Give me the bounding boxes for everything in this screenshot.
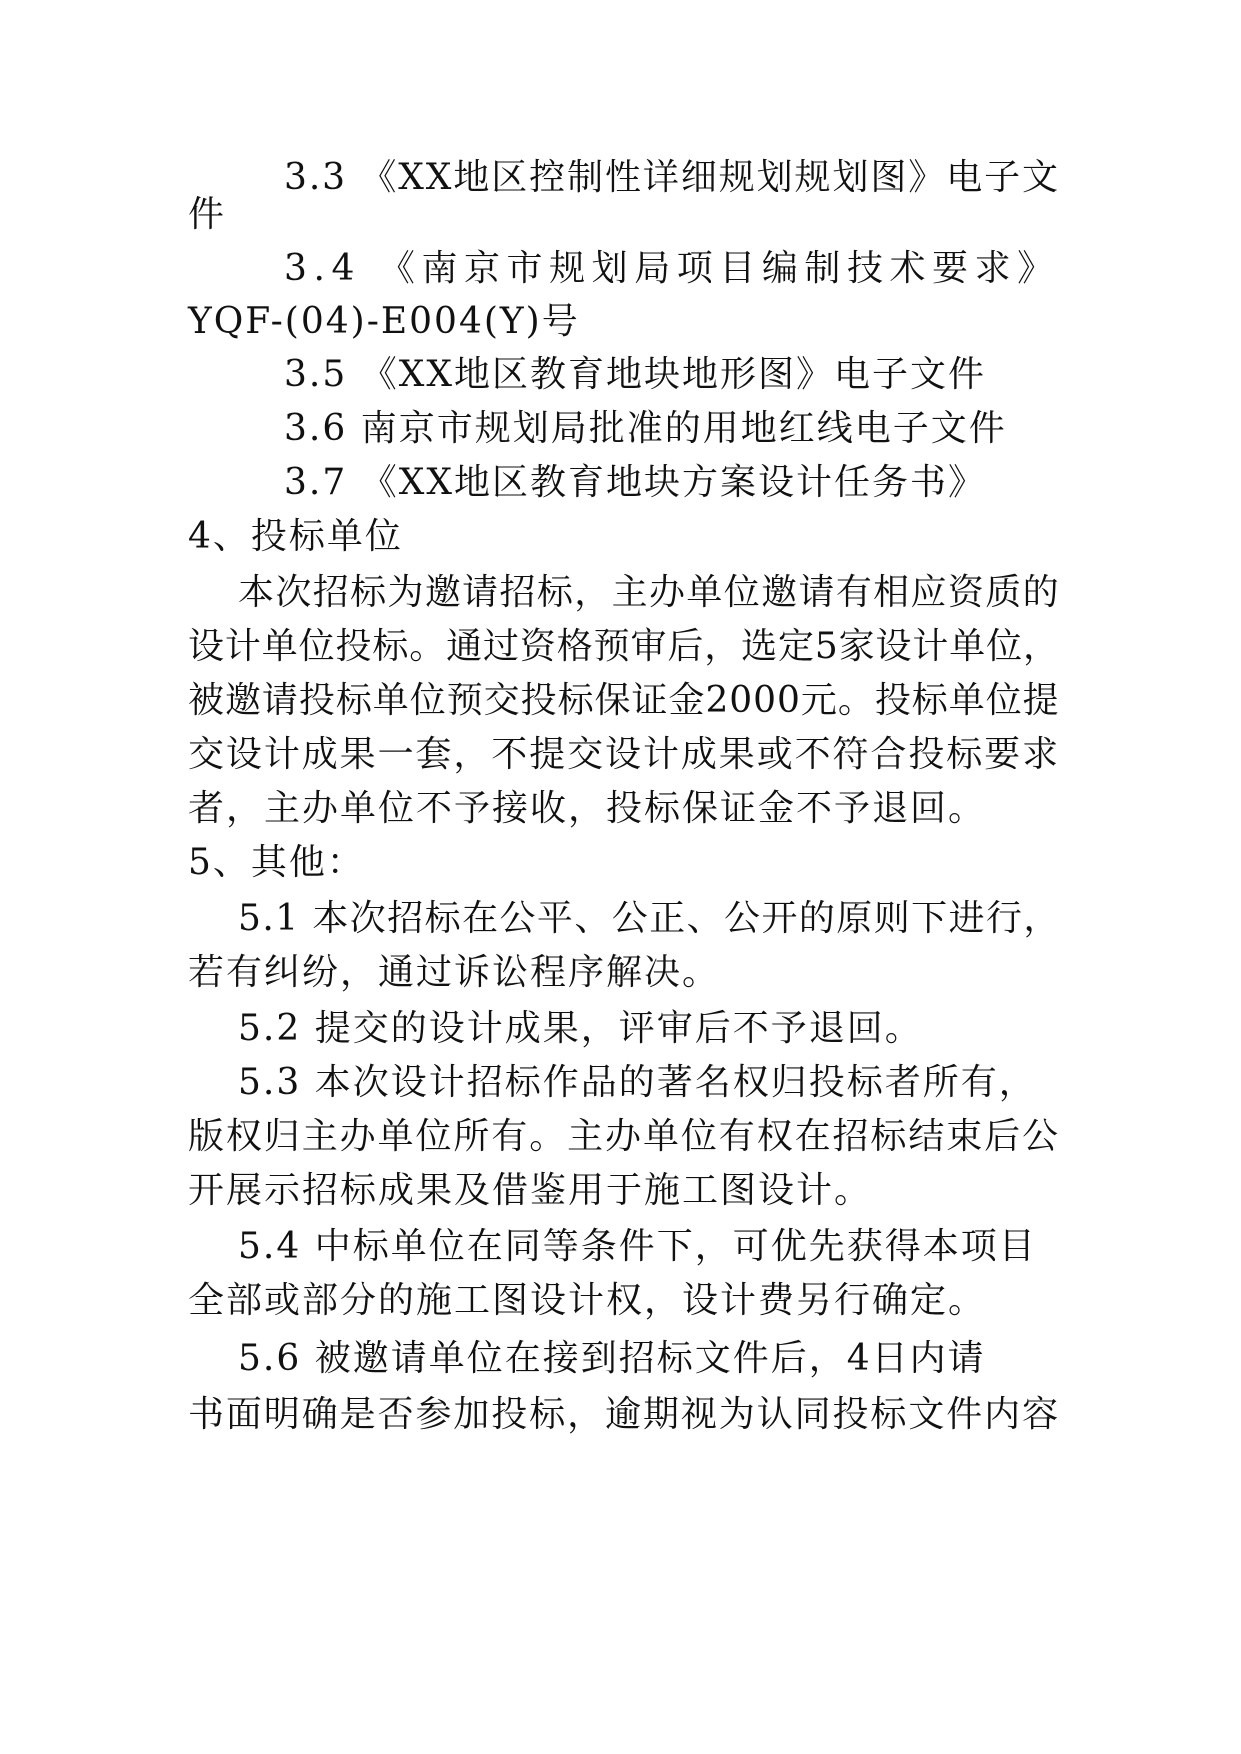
section-4-paragraph-line-3: 被邀请投标单位预交投标保证金2000元。投标单位提 bbox=[188, 680, 1060, 721]
section-4-paragraph-line-2: 设计单位投标。通过资格预审后，选定5家设计单位， bbox=[188, 626, 1060, 667]
section-4-paragraph-line-4: 交设计成果一套，不提交设计成果或不符合投标要求 bbox=[188, 734, 1061, 775]
item-5-1-line-1: 5.1 本次招标在公平、公正、公开的原则下进行， bbox=[238, 898, 1061, 939]
item-5-3-line-2: 版权归主办单位所有。主办单位有权在招标结束后公 bbox=[188, 1116, 1061, 1157]
item-3-3-line-2: 件 bbox=[188, 194, 227, 235]
item-5-4-line-2: 全部或部分的施工图设计权，设计费另行确定。 bbox=[188, 1280, 987, 1321]
item-5-3-line-1: 5.3 本次设计招标作品的著名权归投标者所有， bbox=[238, 1062, 1037, 1103]
item-3-3-line-1: 3.3 《XX地区控制性详细规划规划图》电子文 bbox=[284, 157, 1060, 198]
item-3-4-line-2: YQF-(04)-E004(Y)号 bbox=[188, 301, 580, 342]
section-4-heading: 4、投标单位 bbox=[188, 516, 403, 557]
item-5-3-line-3: 开展示招标成果及借鉴用于施工图设计。 bbox=[188, 1170, 873, 1211]
item-5-1-line-2: 若有纠纷，通过诉讼程序解决。 bbox=[188, 952, 721, 993]
section-4-paragraph-line-5: 者，主办单位不予接收，投标保证金不予退回。 bbox=[188, 788, 987, 829]
item-5-2: 5.2 提交的设计成果，评审后不予退回。 bbox=[238, 1008, 923, 1049]
item-3-6: 3.6 南京市规划局批准的用地红线电子文件 bbox=[284, 408, 1007, 449]
item-3-7: 3.7 《XX地区教育地块方案设计任务书》 bbox=[284, 462, 986, 503]
section-5-heading: 5、其他： bbox=[188, 842, 365, 883]
item-5-6-line-1: 5.6 被邀请单位在接到招标文件后，4日内请 bbox=[238, 1338, 986, 1379]
item-3-5: 3.5 《XX地区教育地块地形图》电子文件 bbox=[284, 354, 986, 395]
item-5-4-line-1: 5.4 中标单位在同等条件下，可优先获得本项目 bbox=[238, 1226, 1037, 1267]
section-4-paragraph-line-1: 本次招标为邀请招标，主办单位邀请有相应资质的 bbox=[238, 572, 1061, 613]
item-3-4-line-1: 3.4 《南京市规划局项目编制技术要求》 bbox=[284, 248, 1060, 289]
item-5-6-line-2: 书面明确是否参加投标，逾期视为认同投标文件内容 bbox=[188, 1394, 1061, 1435]
